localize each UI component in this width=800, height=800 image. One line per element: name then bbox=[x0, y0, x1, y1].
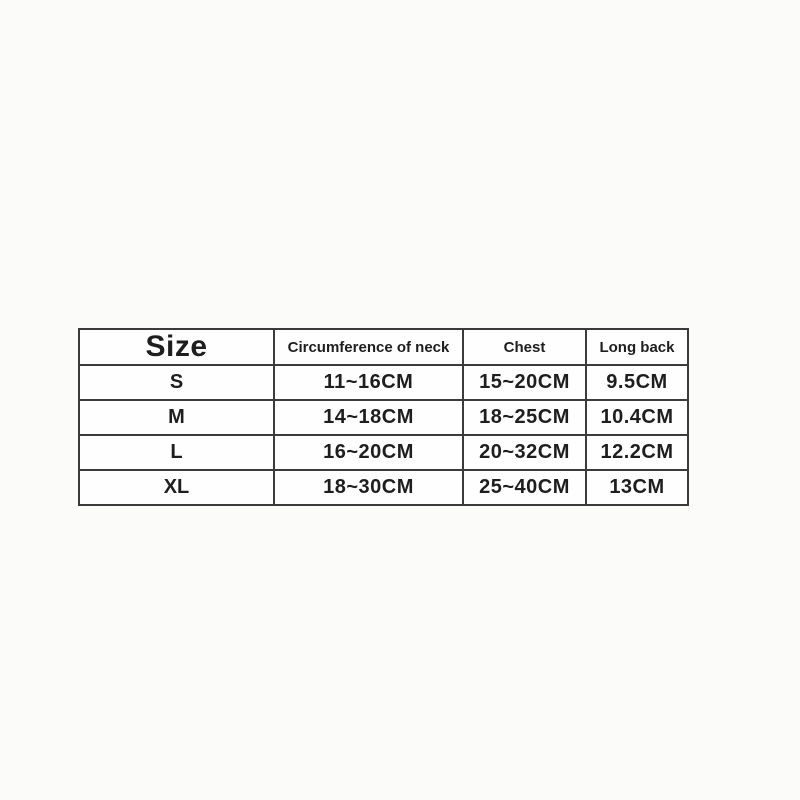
size-chart-table bbox=[78, 328, 689, 506]
table-row bbox=[79, 435, 688, 470]
neck-value: 14~18CM bbox=[274, 400, 463, 435]
back-value: 13CM bbox=[586, 470, 688, 505]
chest-value: 18~25CM bbox=[463, 400, 586, 435]
chest-value: 25~40CM bbox=[463, 470, 586, 505]
table-row bbox=[79, 365, 688, 400]
neck-value: 16~20CM bbox=[274, 435, 463, 470]
back-value: 9.5CM bbox=[586, 365, 688, 400]
table-row bbox=[79, 400, 688, 435]
column-header-size: Size bbox=[79, 329, 274, 365]
table-row bbox=[79, 470, 688, 505]
back-value: 12.2CM bbox=[586, 435, 688, 470]
size-label: XL bbox=[79, 470, 274, 505]
column-header-back: Long back bbox=[586, 329, 688, 365]
column-header-neck: Circumference of neck bbox=[274, 329, 463, 365]
size-label: S bbox=[79, 365, 274, 400]
chest-value: 15~20CM bbox=[463, 365, 586, 400]
neck-value: 11~16CM bbox=[274, 365, 463, 400]
size-label: M bbox=[79, 400, 274, 435]
table-header-row bbox=[79, 329, 688, 365]
back-value: 10.4CM bbox=[586, 400, 688, 435]
neck-value: 18~30CM bbox=[274, 470, 463, 505]
column-header-chest: Chest bbox=[463, 329, 586, 365]
chest-value: 20~32CM bbox=[463, 435, 586, 470]
size-label: L bbox=[79, 435, 274, 470]
